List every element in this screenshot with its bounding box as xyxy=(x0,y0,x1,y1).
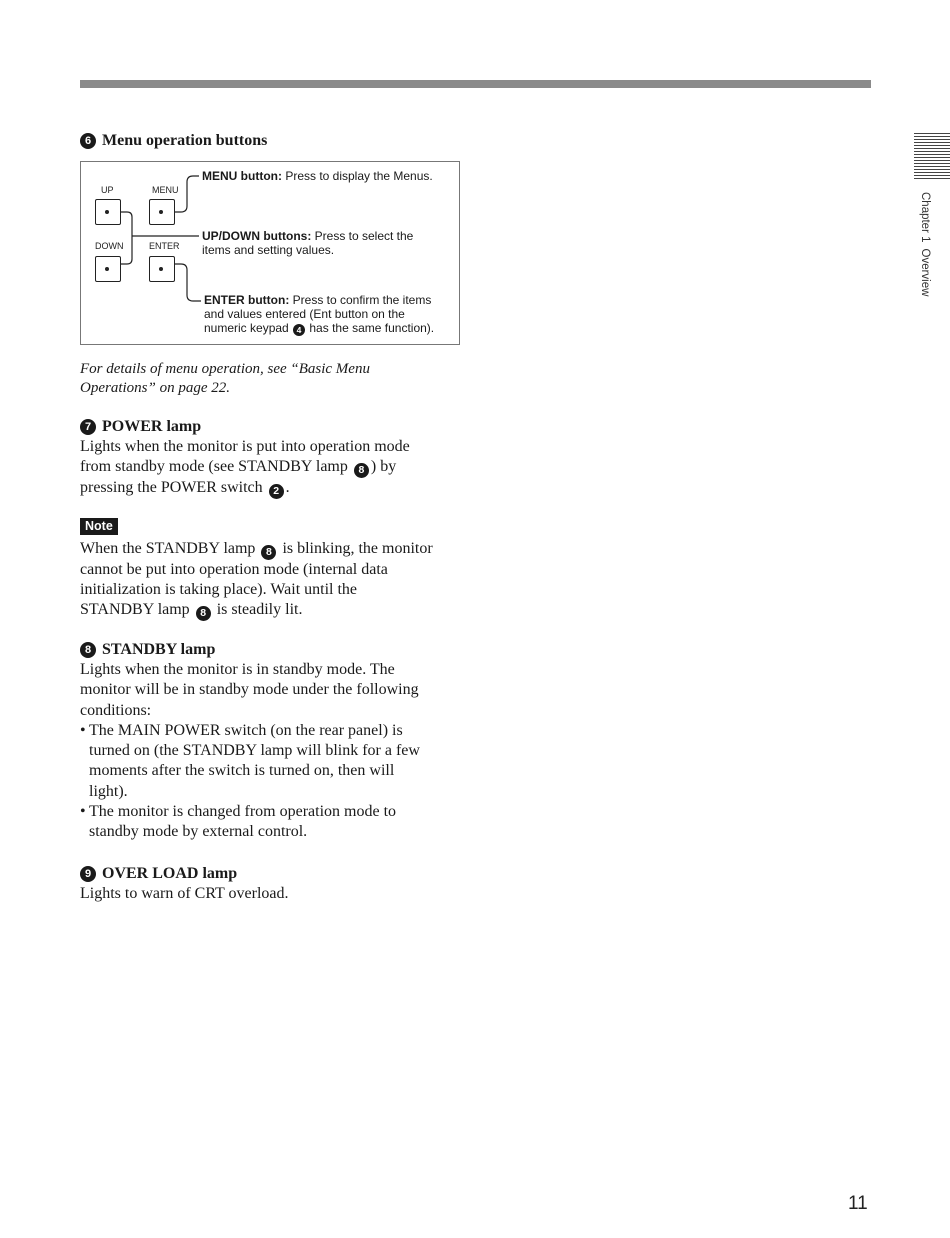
section-6-heading: 6 Menu operation buttons xyxy=(80,131,465,151)
ref-number-2: 2 xyxy=(269,484,284,499)
list-item: • The monitor is changed from operation mode to standby mode by external control. xyxy=(80,802,465,843)
section-7-body: Lights when the monitor is put into operation mode from standby mode (see STANDBY lamp 8 ) by pressing the POWER switch 2 . xyxy=(80,438,410,498)
menu-key xyxy=(149,199,175,225)
standby-conditions-list xyxy=(80,721,465,843)
section-6-number: 6 xyxy=(80,133,96,149)
ref-number-8: 8 xyxy=(261,545,276,560)
down-key xyxy=(95,256,121,282)
down-key-label: DOWN xyxy=(95,241,124,251)
note-label: Note xyxy=(80,518,118,535)
menu-buttons-diagram xyxy=(80,161,460,345)
enter-key-label: ENTER xyxy=(149,241,180,251)
updown-button-description: UP/DOWN buttons: Press to select the items and setting values. xyxy=(202,229,414,257)
menu-key-label: MENU xyxy=(152,185,179,195)
section-6 xyxy=(80,131,465,151)
ref-number-8: 8 xyxy=(196,606,211,621)
chapter-tab-label: Chapter 1Overview xyxy=(919,192,931,297)
enter-button-description: ENTER button: Press to confirm the items and values entered (Ent button on the numeric keypad 4 has the same function). xyxy=(204,293,435,335)
section-8-number: 8 xyxy=(80,642,96,658)
up-key xyxy=(95,199,121,225)
ref-number-4: 4 xyxy=(293,324,305,336)
chapter-tab-marker xyxy=(914,133,950,179)
enter-key xyxy=(149,256,175,282)
menu-button-description: MENU button: Press to display the Menus. xyxy=(202,169,433,183)
section-8-body: Lights when the monitor is in standby mode. The monitor will be in standby mode under the following conditions: xyxy=(80,661,419,719)
section-9-body: Lights to warn of CRT overload. xyxy=(80,885,289,902)
up-key-label: UP xyxy=(101,185,114,195)
section-9-heading: 9 OVER LOAD lamp xyxy=(80,864,465,884)
top-rule xyxy=(80,80,871,88)
section-9-number: 9 xyxy=(80,866,96,882)
section-8 xyxy=(80,640,465,843)
note-block xyxy=(80,517,465,621)
ref-number-8: 8 xyxy=(354,463,369,478)
note-body: When the STANDBY lamp 8 is blinking, the monitor cannot be put into operation mode (internal data initialization is taking place). Wait until the STANDBY lamp 8 is steadily lit. xyxy=(80,540,433,620)
menu-reference: For details of menu operation, see “Basic Menu Operations” on page 22. xyxy=(80,361,370,396)
list-item: • The MAIN POWER switch (on the rear panel) is turned on (the STANDBY lamp will blink for a few moments after the switch is turned on, then will light). xyxy=(80,721,465,802)
section-7 xyxy=(80,417,465,499)
section-9 xyxy=(80,864,465,904)
section-8-heading: 8 STANDBY lamp xyxy=(80,640,465,660)
section-7-heading: 7 POWER lamp xyxy=(80,417,465,437)
section-7-number: 7 xyxy=(80,419,96,435)
page-number: 11 xyxy=(848,1193,868,1214)
